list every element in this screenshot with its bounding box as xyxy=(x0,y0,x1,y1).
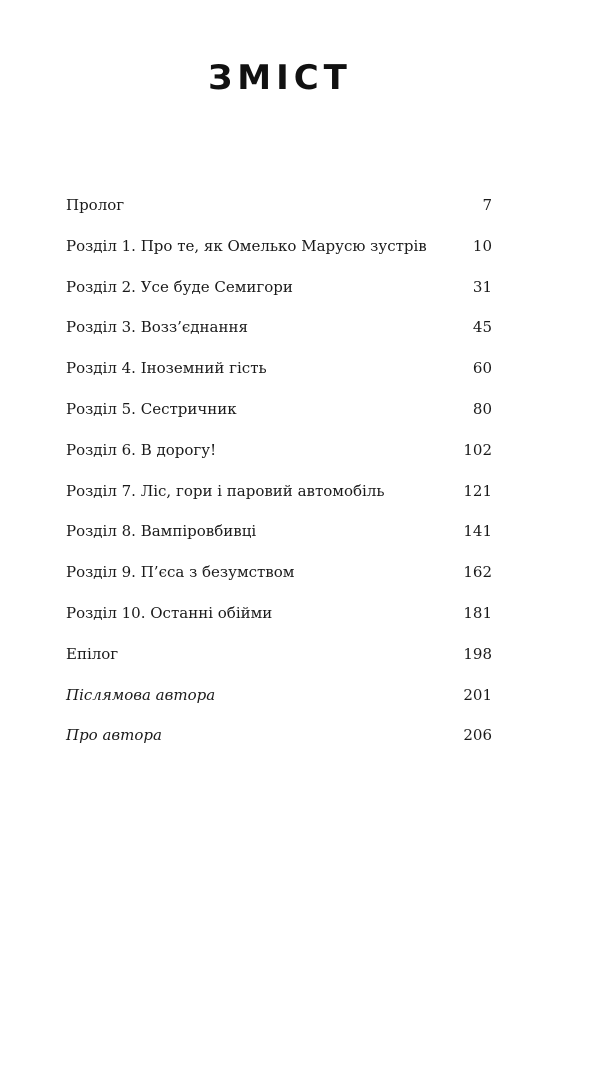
toc-entry-about-author[interactable] xyxy=(66,722,492,763)
toc-entry-title: Розділ 5. Сестричник xyxy=(66,399,237,418)
toc-entry-page: 206 xyxy=(463,726,492,745)
toc-entry-page: 121 xyxy=(463,481,492,500)
table-of-contents xyxy=(66,192,492,763)
toc-entry-afterword[interactable] xyxy=(66,682,492,723)
toc-entry-title: Розділ 6. В дорогу! xyxy=(66,440,217,459)
toc-entry-chapter-4[interactable] xyxy=(66,355,492,396)
toc-entry-title: Післямова автора xyxy=(66,685,216,704)
toc-entry-title: Розділ 7. Ліс, гори і паровий автомобіль xyxy=(66,481,385,500)
toc-entry-title: Розділ 1. Про те, як Омелько Марусю зустрів xyxy=(66,236,427,255)
toc-entry-chapter-10[interactable] xyxy=(66,600,492,641)
toc-entry-page: 60 xyxy=(472,359,492,378)
toc-entry-prologue[interactable] xyxy=(66,192,492,233)
toc-entry-title: Розділ 10. Останні обійми xyxy=(66,603,273,622)
toc-entry-page: 102 xyxy=(463,440,492,459)
toc-entry-chapter-3[interactable] xyxy=(66,314,492,355)
toc-entry-page: 7 xyxy=(482,196,492,214)
toc-entry-chapter-5[interactable] xyxy=(66,396,492,437)
toc-entry-page: 141 xyxy=(463,522,492,541)
toc-entry-page: 31 xyxy=(472,277,492,296)
toc-entry-page: 10 xyxy=(472,236,492,255)
toc-entry-chapter-2[interactable] xyxy=(66,274,492,315)
toc-entry-title: Розділ 8. Вампіровбивці xyxy=(66,522,257,541)
toc-entry-chapter-8[interactable] xyxy=(66,518,492,559)
toc-entry-page: 162 xyxy=(463,563,492,582)
page-title: ЗМІСТ xyxy=(208,58,352,98)
toc-entry-chapter-6[interactable] xyxy=(66,437,492,478)
toc-entry-page: 198 xyxy=(463,644,492,663)
toc-entry-page: 80 xyxy=(472,399,492,418)
toc-entry-page: 201 xyxy=(463,685,492,704)
toc-entry-page: 45 xyxy=(472,318,492,337)
toc-entry-title: Розділ 9. П’єса з безумством xyxy=(66,563,295,582)
toc-entry-title: Розділ 3. Возз’єднання xyxy=(66,318,248,337)
toc-entry-chapter-1[interactable] xyxy=(66,233,492,274)
toc-entry-title: Епілог xyxy=(66,644,119,663)
toc-entry-title: Пролог xyxy=(66,196,125,214)
toc-entry-title: Про автора xyxy=(66,726,162,745)
toc-entry-chapter-7[interactable] xyxy=(66,478,492,519)
toc-entry-title: Розділ 2. Усе буде Семигори xyxy=(66,277,293,296)
toc-entry-epilogue[interactable] xyxy=(66,641,492,682)
toc-entry-title: Розділ 4. Іноземний гість xyxy=(66,359,267,378)
toc-entry-page: 181 xyxy=(463,603,492,622)
toc-entry-chapter-9[interactable] xyxy=(66,559,492,600)
